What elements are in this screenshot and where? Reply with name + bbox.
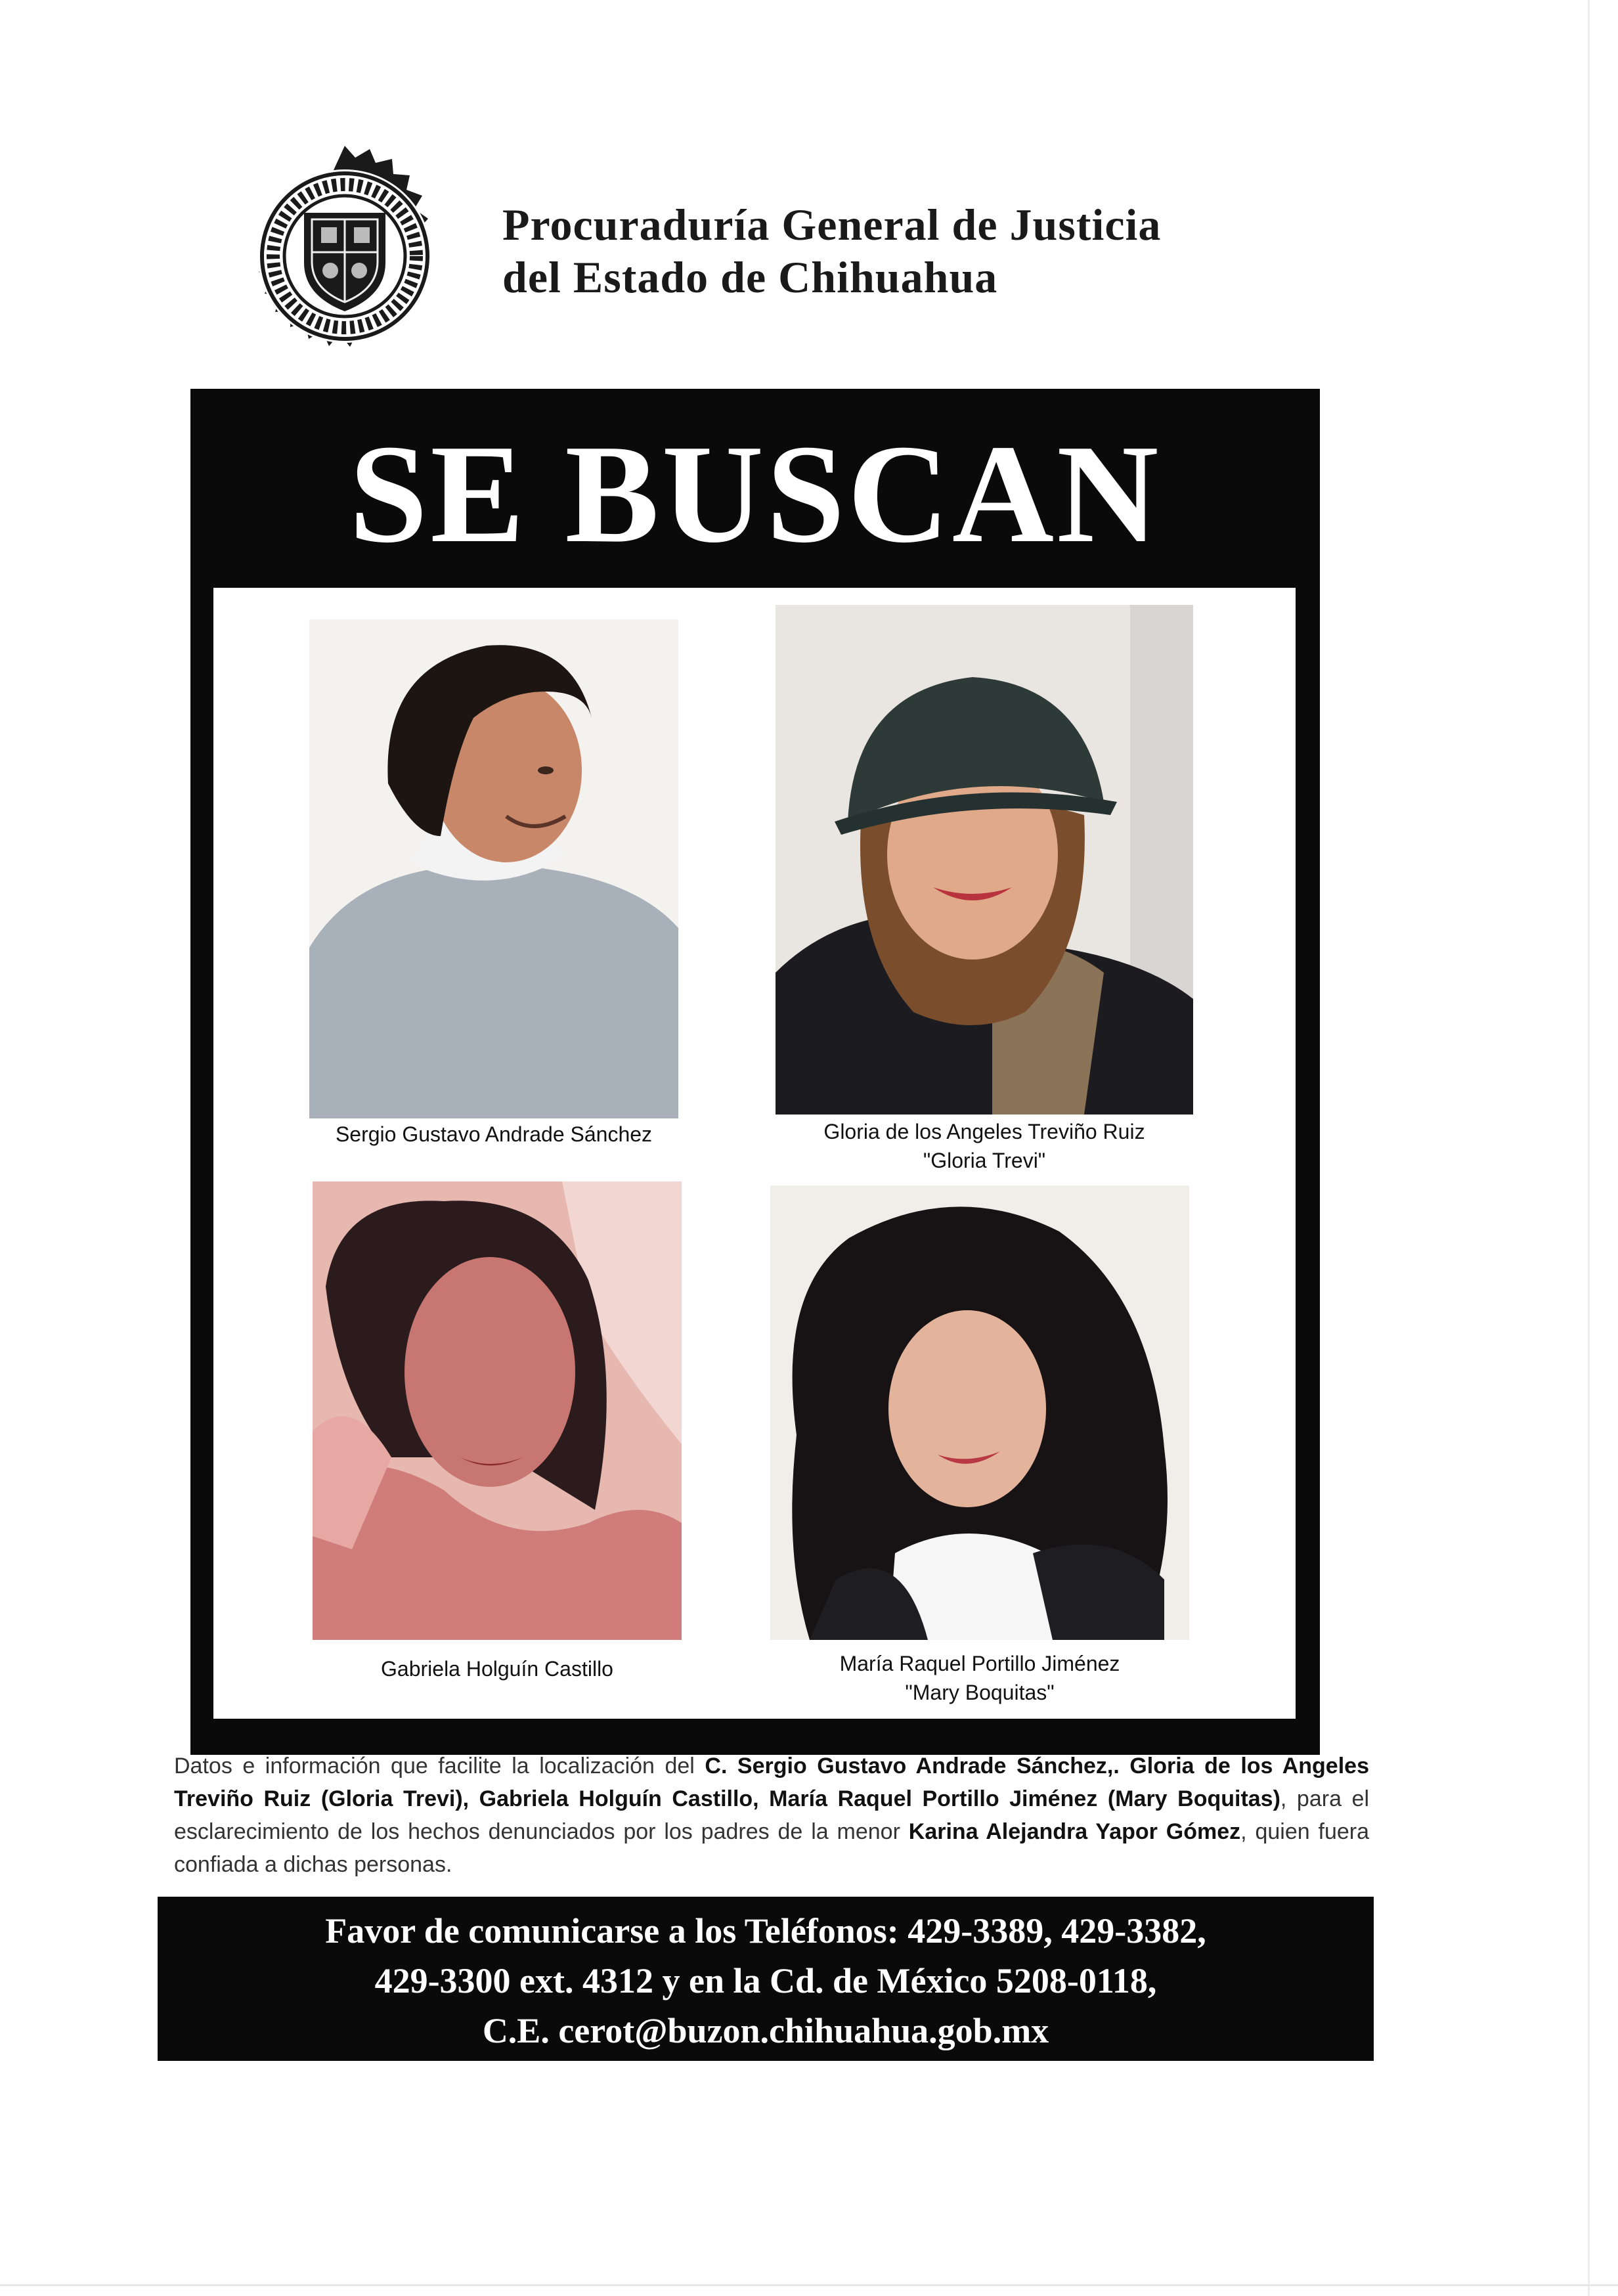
portrait-man-icon (309, 619, 678, 1118)
agency-name (502, 198, 1161, 303)
desc-end: , quien fuera confiada a dichas personas. (174, 1819, 1370, 1877)
desc-middle: , para el esclarecimiento de los hechos denunciados por los padres de la menor (174, 1786, 1370, 1844)
page-bottom-edge (0, 2284, 1618, 2286)
wanted-poster-frame (190, 389, 1320, 1755)
desc-intro: Datos e información que facilite la localización del (174, 1754, 705, 1778)
page-edge (1588, 0, 1590, 2296)
agency-line-2: del Estado de Chihuahua (502, 252, 998, 302)
contact-bar (158, 1897, 1374, 2061)
wanted-title: SE BUSCAN (349, 415, 1162, 572)
person-caption-3 (313, 1654, 682, 1683)
case-description (174, 1750, 1369, 1881)
portrait-woman-icon (313, 1181, 682, 1640)
portrait-woman-cap-icon (776, 605, 1193, 1115)
person-alias-2: "Gloria Trevi" (923, 1149, 1046, 1172)
desc-names: C. Sergio Gustavo Andrade Sánchez,. Gloria de los Angeles Treviño Ruiz (Gloria Trevi), Gabriela Holguín Castillo, María Raquel Portillo Jiménez (Mary Boquitas) (174, 1754, 1369, 1811)
agency-line-1: Procuraduría General de Justicia (502, 200, 1162, 250)
portrait-woman-curly-icon (770, 1185, 1189, 1640)
person-name-4: María Raquel Portillo Jiménez (839, 1652, 1120, 1675)
person-caption-2 (736, 1117, 1233, 1175)
person-name-1: Sergio Gustavo Andrade Sánchez (335, 1122, 653, 1146)
person-name-2: Gloria de los Angeles Treviño Ruiz (823, 1120, 1145, 1143)
contact-email: C.E. cerot@buzon.chihuahua.gob.mx (482, 2011, 1049, 2050)
person-name-3: Gabriela Holguín Castillo (381, 1657, 613, 1681)
contact-line-1: Favor de comunicarse a los Teléfonos: 429-3389, 429-3382, (325, 1911, 1206, 1951)
person-caption-1 (309, 1120, 678, 1149)
state-attorney-seal-icon (227, 144, 463, 368)
person-caption-4 (731, 1649, 1229, 1707)
wanted-banner (190, 389, 1320, 586)
desc-minor: Karina Alejandra Yapor Gómez (908, 1819, 1241, 1844)
person-alias-4: "Mary Boquitas" (905, 1681, 1055, 1704)
contact-line-2: 429-3300 ext. 4312 y en la Cd. de México 5208-0118, (374, 1961, 1157, 2000)
photo-panel (213, 588, 1296, 1719)
